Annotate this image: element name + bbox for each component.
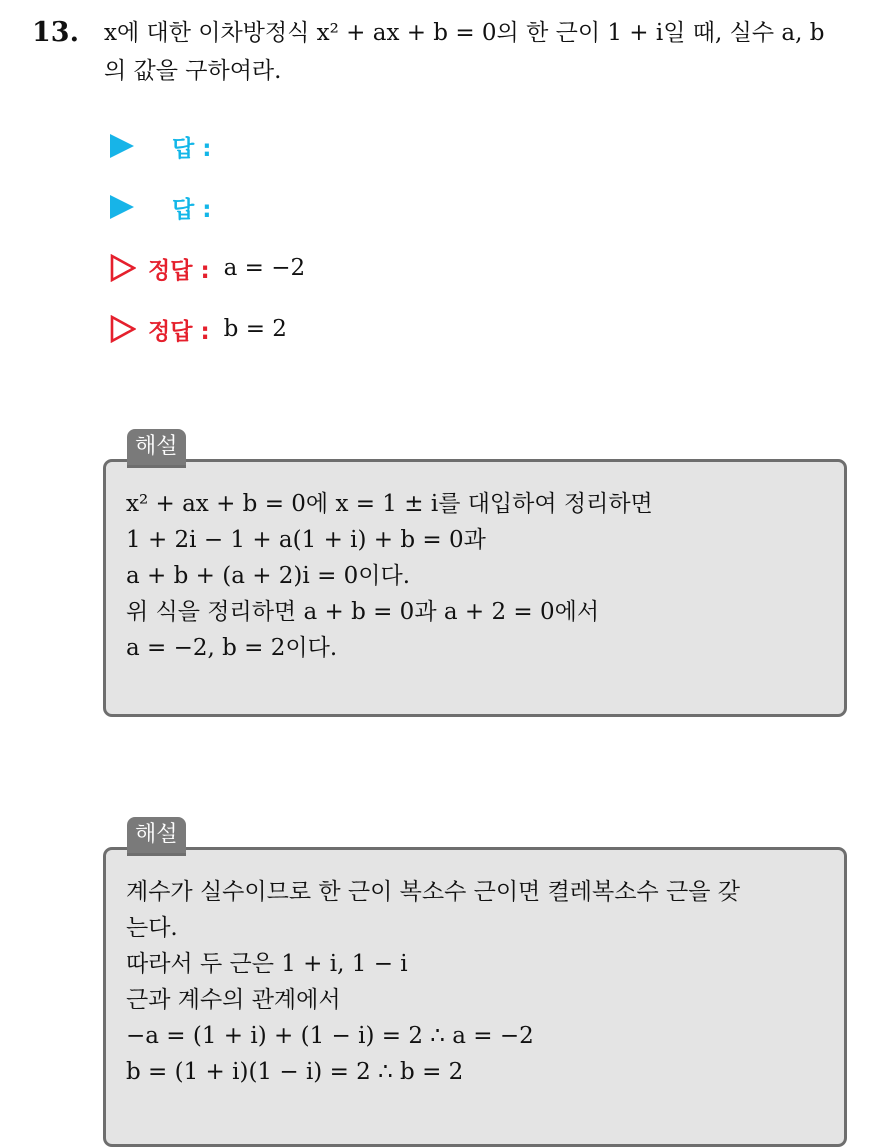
play-triangle-icon xyxy=(110,195,134,219)
correct-answer-label: 정답 : xyxy=(148,318,210,345)
answer-row xyxy=(110,246,610,290)
explanation-tag: 해설 xyxy=(127,817,186,853)
explanation-body xyxy=(126,874,826,1090)
correct-answer-value: a = −2 xyxy=(223,255,306,281)
answer-label: 답 : xyxy=(172,196,212,223)
explanation-line: b = (1 + i)(1 − i) = 2 ∴ b = 2 xyxy=(126,1059,464,1085)
explanation-line: 따라서 두 근은 1 + i, 1 − i xyxy=(126,951,408,977)
explanation-box xyxy=(103,822,847,1147)
outline-triangle-icon xyxy=(110,254,136,282)
outline-triangle-icon xyxy=(110,315,136,343)
answer-row xyxy=(110,124,610,168)
answer-row xyxy=(110,185,610,229)
answer-section xyxy=(110,124,610,368)
question-text xyxy=(104,14,874,90)
answer-row xyxy=(110,307,610,351)
explanation-body xyxy=(126,486,826,666)
explanation-line: −a = (1 + i) + (1 − i) = 2 ∴ a = −2 xyxy=(126,1023,534,1049)
question-text-line: 의 값을 구하여라. xyxy=(104,58,282,84)
explanation-line: a + b + (a + 2)i = 0이다. xyxy=(126,563,411,589)
play-triangle-icon xyxy=(110,134,134,158)
explanation-box xyxy=(103,434,847,717)
explanation-line: 근과 계수의 관계에서 xyxy=(126,987,341,1013)
answer-label: 답 : xyxy=(172,135,212,162)
explanation-tag: 해설 xyxy=(127,429,186,465)
explanation-line: 위 식을 정리하면 a + b = 0과 a + 2 = 0에서 xyxy=(126,599,600,625)
explanation-line: 는다. xyxy=(126,915,178,941)
correct-answer-value: b = 2 xyxy=(223,316,287,342)
explanation-line: a = −2, b = 2이다. xyxy=(126,635,338,661)
explanation-line: x² + ax + b = 0에 x = 1 ± i를 대입하여 정리하면 xyxy=(126,491,653,517)
explanation-line: 계수가 실수이므로 한 근이 복소수 근이면 켤레복소수 근을 갖 xyxy=(126,879,740,905)
question-text-line: x에 대한 이차방정식 x² + ax + b = 0의 한 근이 1 + i일 때, 실수 a, b xyxy=(104,20,825,46)
question-number: 13. xyxy=(32,17,79,48)
correct-answer-label: 정답 : xyxy=(148,257,210,284)
explanation-line: 1 + 2i − 1 + a(1 + i) + b = 0과 xyxy=(126,527,486,553)
